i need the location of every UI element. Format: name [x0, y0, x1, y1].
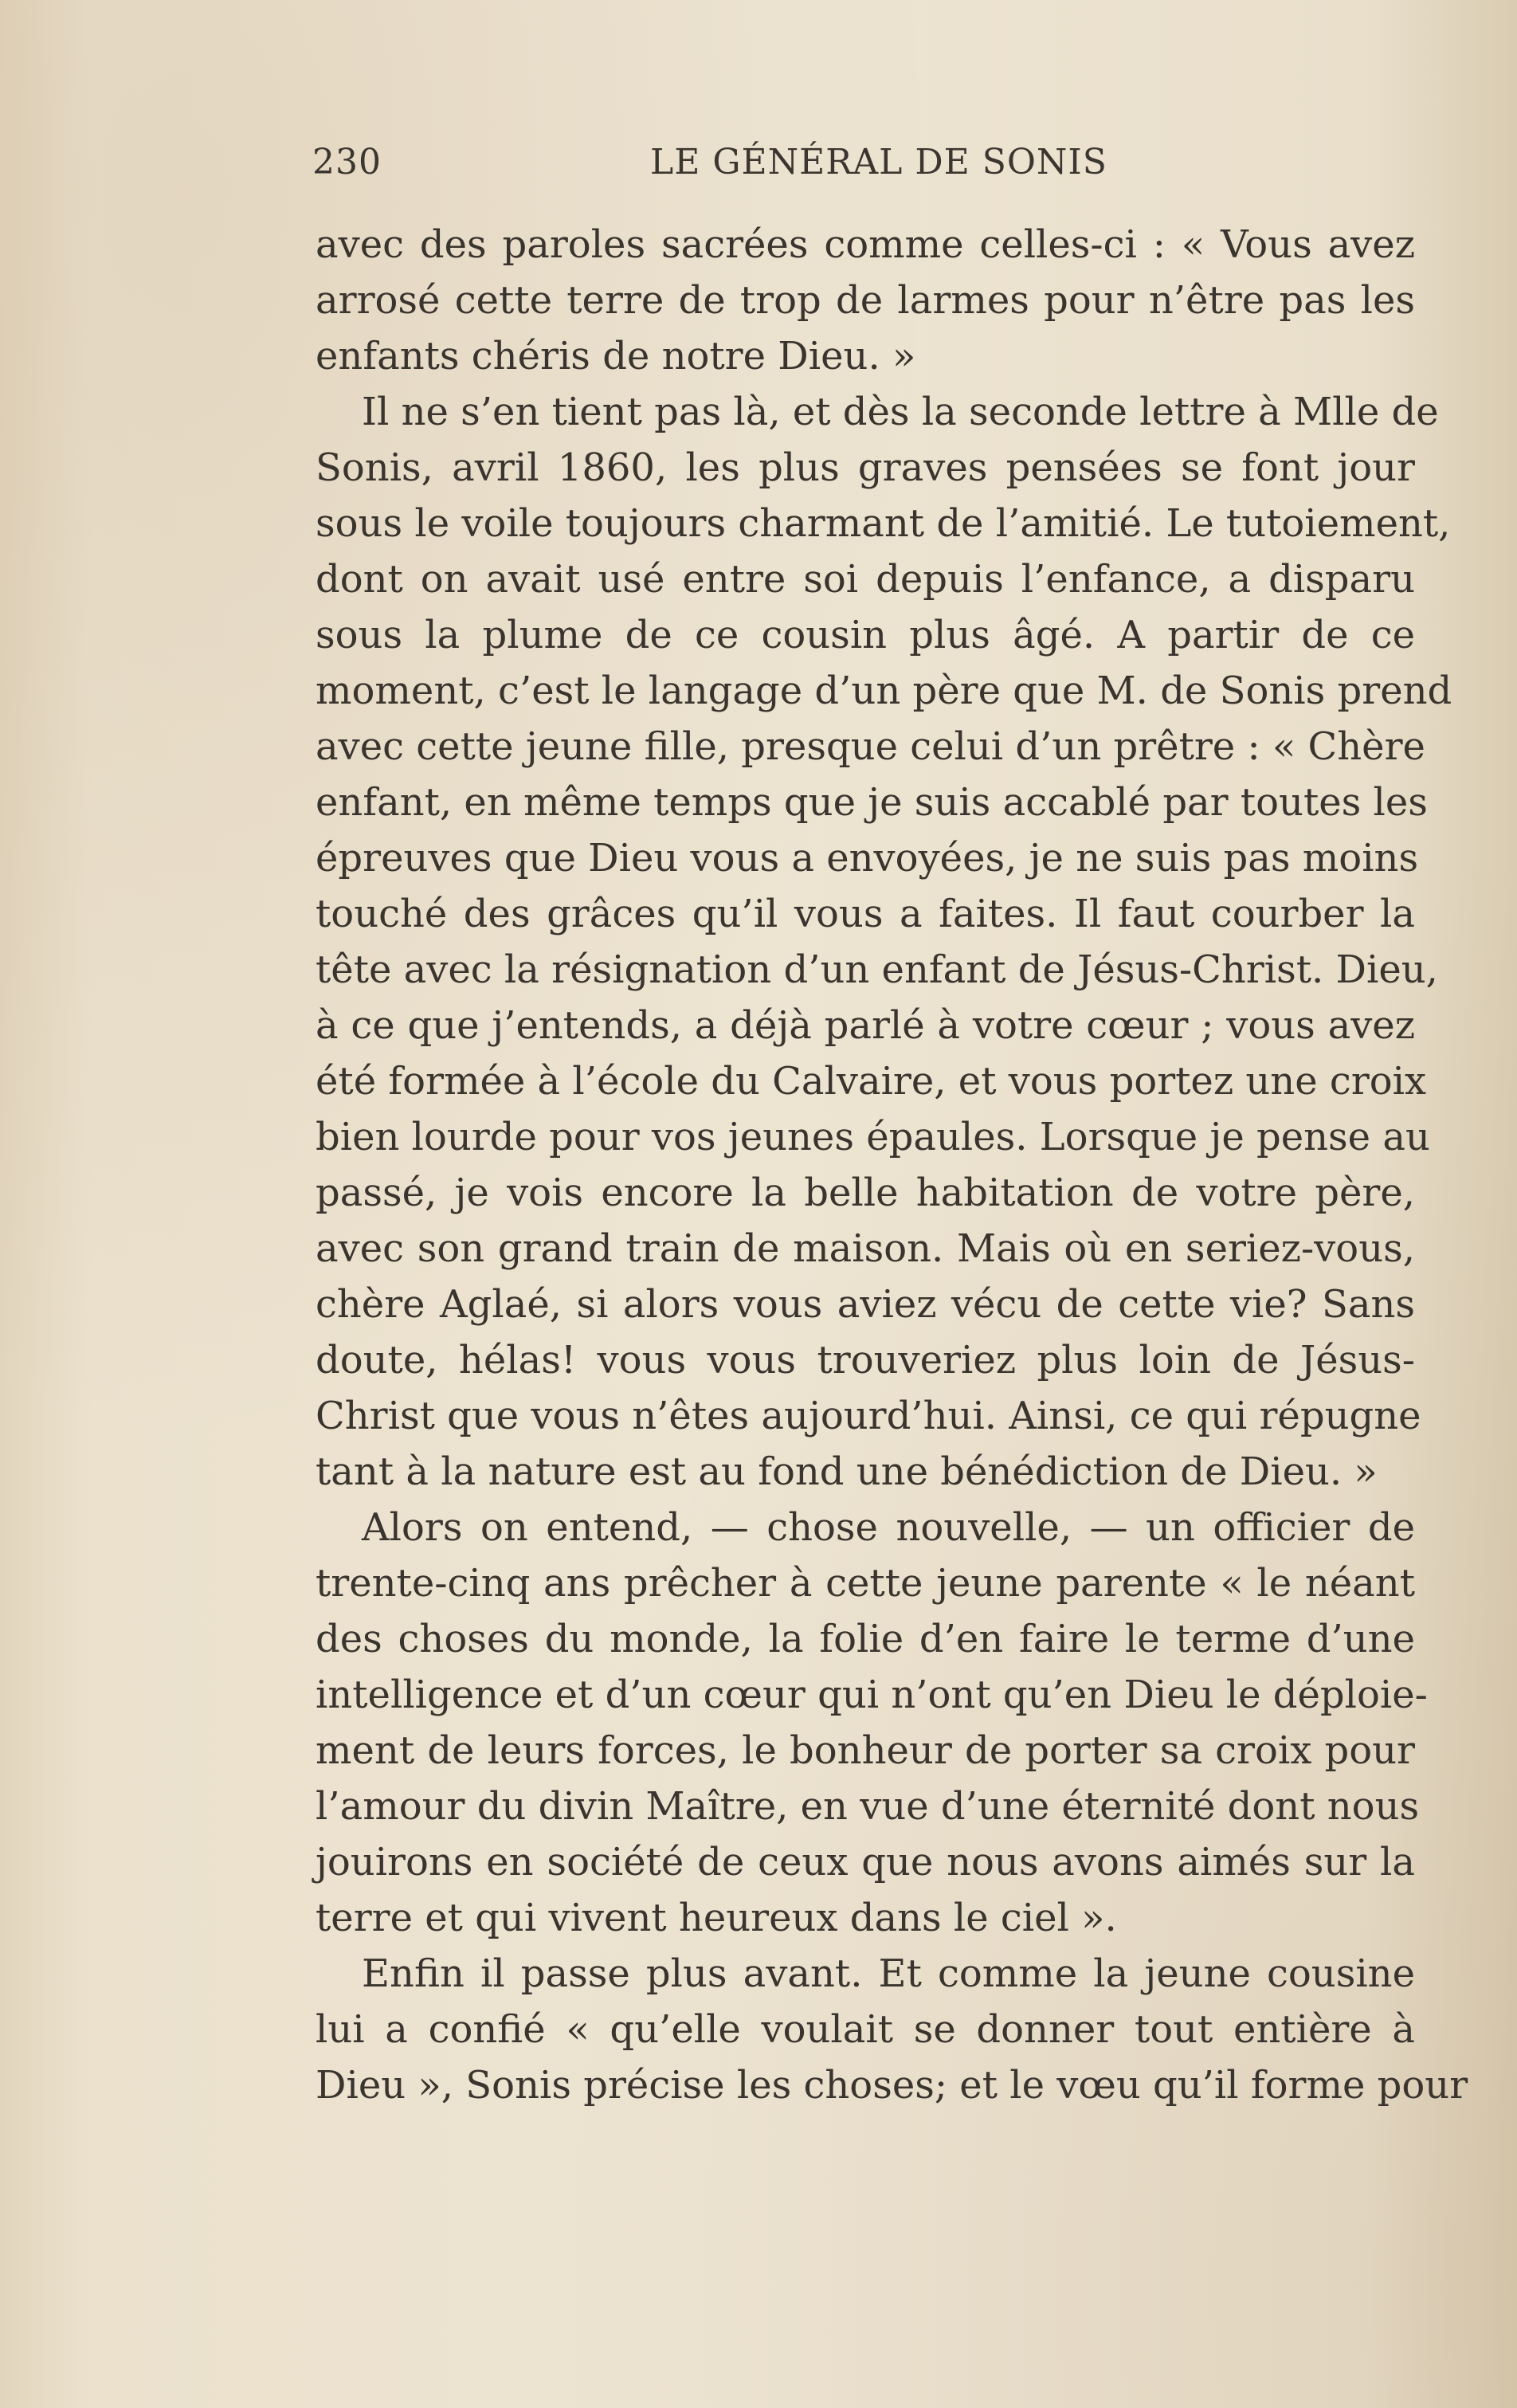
text-line: lui a confié « qu’elle voulait se donner tout entière à: [316, 2007, 1415, 2052]
text-line: Dieu », Sonis précise les choses; et le vœu qu’il forme pour: [316, 2063, 1468, 2108]
text-line: doute, hélas! vous vous trouveriez plus loin de Jésus-: [316, 1338, 1415, 1382]
text-line: passé, je vois encore la belle habitation de votre père,: [316, 1171, 1415, 1215]
text-line: enfants chéris de notre Dieu. »: [316, 334, 916, 378]
text-line: avec des paroles sacrées comme celles-ci : « Vous avez: [316, 222, 1415, 267]
text-line: sous la plume de ce cousin plus âgé. A partir de ce: [316, 613, 1415, 657]
page-number: 230: [312, 142, 382, 182]
text-line: dont on avait usé entre soi depuis l’enfance, a disparu: [316, 557, 1415, 602]
text-line: avec cette jeune fille, presque celui d’un prêtre : « Chère: [316, 724, 1425, 769]
text-line: Enfin il passe plus avant. Et comme la jeune cousine: [362, 1951, 1415, 1996]
text-line: été formée à l’école du Calvaire, et vous portez une croix: [316, 1059, 1427, 1104]
text-line: intelligence et d’un cœur qui n’ont qu’en Dieu le déploie-: [316, 1673, 1428, 1717]
text-line: chère Aglaé, si alors vous aviez vécu de cette vie? Sans: [316, 1282, 1415, 1327]
text-line: Sonis, avril 1860, les plus graves pensées se font jour: [316, 445, 1415, 490]
text-line: l’amour du divin Maître, en vue d’une éternité dont nous: [316, 1784, 1420, 1829]
text-line: Alors on entend, — chose nouvelle, — un officier de: [362, 1505, 1415, 1550]
text-line: enfant, en même temps que je suis accablé par toutes les: [316, 780, 1428, 825]
text-line: touché des grâces qu’il vous a faites. Il faut courber la: [316, 892, 1415, 936]
text-line: épreuves que Dieu vous a envoyées, je ne suis pas moins: [316, 836, 1419, 880]
text-line: des choses du monde, la folie d’en faire le terme d’une: [316, 1617, 1415, 1661]
text-line: tête avec la résignation d’un enfant de Jésus-Christ. Dieu,: [316, 947, 1438, 992]
text-line: terre et qui vivent heureux dans le ciel ».: [316, 1896, 1117, 1940]
text-line: ment de leurs forces, le bonheur de porter sa croix pour: [316, 1728, 1415, 1773]
body-text: [316, 217, 1468, 2113]
text-line: tant à la nature est au fond une bénédiction de Dieu. »: [316, 1449, 1378, 1494]
text-line: avec son grand train de maison. Mais où en seriez-vous,: [316, 1226, 1415, 1271]
running-head: [312, 142, 1412, 190]
text-line: à ce que j’entends, a déjà parlé à votre cœur ; vous avez: [316, 1003, 1415, 1048]
text-line: trente-cinq ans prêcher à cette jeune parente « le néant: [316, 1561, 1415, 1606]
running-title: LE GÉNÉRAL DE SONIS: [650, 142, 1107, 182]
text-line: arrosé cette terre de trop de larmes pour n’être pas les: [316, 278, 1415, 323]
text-line: bien lourde pour vos jeunes épaules. Lorsque je pense au: [316, 1115, 1430, 1159]
text-line: moment, c’est le langage d’un père que M. de Sonis prend: [316, 669, 1452, 713]
text-line: jouirons en société de ceux que nous avons aimés sur la: [316, 1840, 1415, 1884]
text-line: sous le voile toujours charmant de l’amitié. Le tutoiement,: [316, 501, 1451, 546]
text-line: Christ que vous n’êtes aujourd’hui. Ainsi, ce qui répugne: [316, 1394, 1421, 1438]
text-line: Il ne s’en tient pas là, et dès la seconde lettre à Mlle de: [362, 390, 1439, 434]
